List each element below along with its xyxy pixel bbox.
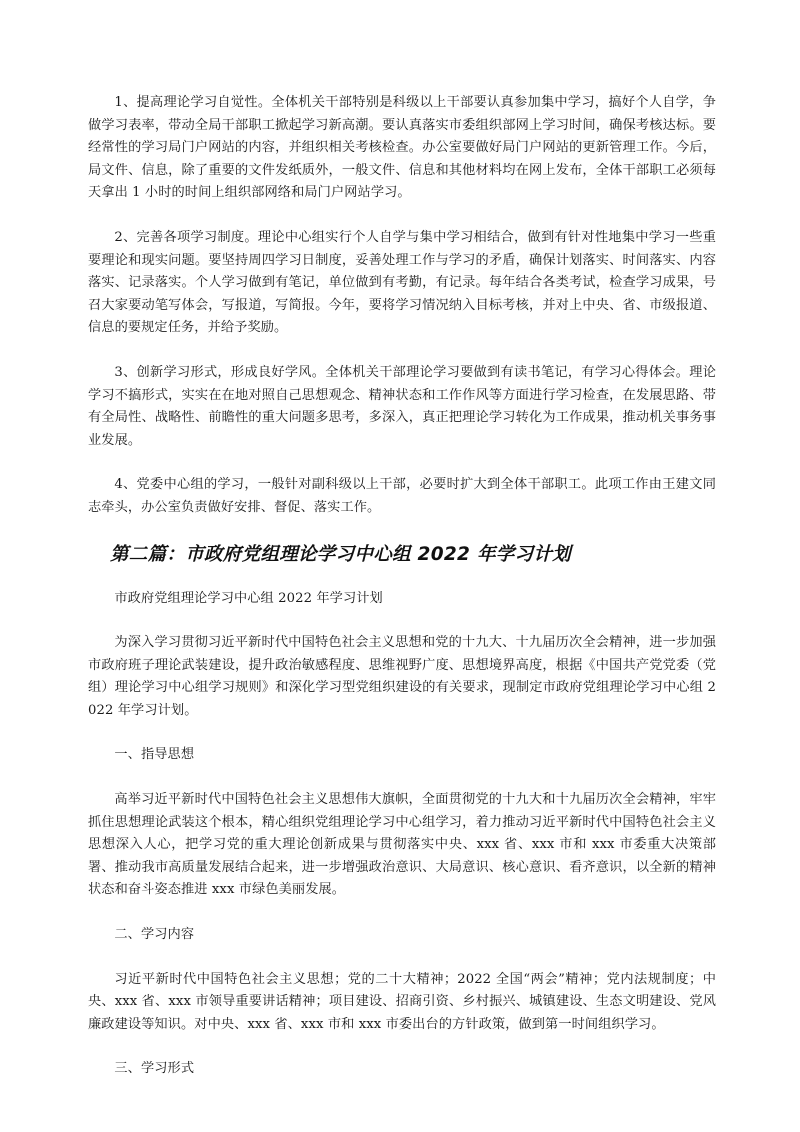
paragraph-4: 4、党委中心组的学习，一般针对副科级以上干部，必要时扩大到全体干部职工。此项工作由王建文同志牵头，办公室负责做好安排、督促、落实工作。 [88, 477, 716, 515]
plan-subtitle: 市政府党组理论学习中心组 2022 年学习计划 [114, 590, 383, 606]
plan-intro: 为深入学习贯彻习近平新时代中国特色社会主义思想和党的十九大、十九届历次全会精神，进一步加强市政府班子理论武装建设，提升政治敏感程度、思维视野广度、思想境界高度，根据《中国共产党党委（党组）理论学习中心组学习规则》和深化学习型党组织建设的有关要求，现制定市政府党组理论学习中心组 2022 年学习计划。 [88, 635, 716, 718]
paragraph-2: 2、完善各项学习制度。理论中心组实行个人自学与集中学习相结合，做到有针对性地集中学习一些重要理论和现实问题。要坚持周四学习日制度，妥善处理工作与学习的矛盾，确保计划落实、时间落实、内容落实、记录落实。个人学习做到有笔记，单位做到有考勤，有记录。每年结合各类考试，检查学习成果，号召大家要动笔写体会，写报道，写简报。今年，要将学习情况纳入目标考核，并对上中央、省、市级报道、信息的要规定任务，并给予奖励。 [88, 229, 716, 336]
paragraph-1: 1、提高理论学习自觉性。全体机关干部特别是科级以上干部要认真参加集中学习，搞好个人自学，争做学习表率，带动全局干部职工掀起学习新高潮。要认真落实市委组织部网上学习时间，确保考核达标。要经常性的学习局门户网站的内容，并组织相关考核检查。办公室要做好局门户网站的更新管理工作。今后，局文件、信息，除了重要的文件发纸质外，一般文件、信息和其他材料均在网上发布，全体干部职工必须每天拿出 1 小时的时间上组织部网络和局门户网站学习。 [88, 95, 716, 201]
section-text-study-content: 习近平新时代中国特色社会主义思想；党的二十大精神；2022 全国“两会”精神；党内法规制度；中央、xxx 省、xxx 市领导重要讲话精神；项目建设、招商引资、乡村振兴、城镇建设、生态文明建设、党风廉政建设等知识。对中央、xxx 省、xxx 市和 xxx 市委出台的方针政策，做到第一时间组织学习。 [88, 971, 716, 1032]
section-text-guiding-ideology: 高举习近平新时代中国特色社会主义思想伟大旗帜，全面贯彻党的十九大和十九届历次全会精神，牢牢抓住思想理论武装这个根本，精心组织党组理论学习中心组学习，着力推动习近平新时代中国特色社会主义思想深入人心，把学习党的重大理论创新成果与贯彻落实中央、xxx 省、xxx 市和 xxx 市委重大决策部署、推动我市高质量发展结合起来，进一步增强政治意识、大局意识、核心意识、看齐意识，以全新的精神状态和奋斗姿态推进 xxx 市绿色美丽发展。 [88, 792, 716, 898]
section-heading-study-content: 二、学习内容 [114, 927, 195, 943]
paragraph-3: 3、创新学习形式，形成良好学风。全体机关干部理论学习要做到有读书笔记，有学习心得体会。理论学习不搞形式，实实在在地对照自己思想观念、精神状态和工作作风等方面进行学习检查，在发展思路、带有全局性、战略性、前瞻性的重大问题多思考，多深入，真正把理论学习转化为工作成果，推动机关事务事业发展。 [88, 364, 716, 448]
part-two-title: 第二篇：市政府党组理论学习中心组 2022 年学习计划 [110, 543, 571, 565]
document-page [88, 92, 716, 1103]
section-heading-guiding-ideology: 一、指导思想 [114, 747, 195, 763]
section-heading-study-form: 三、学习形式 [114, 1061, 195, 1077]
